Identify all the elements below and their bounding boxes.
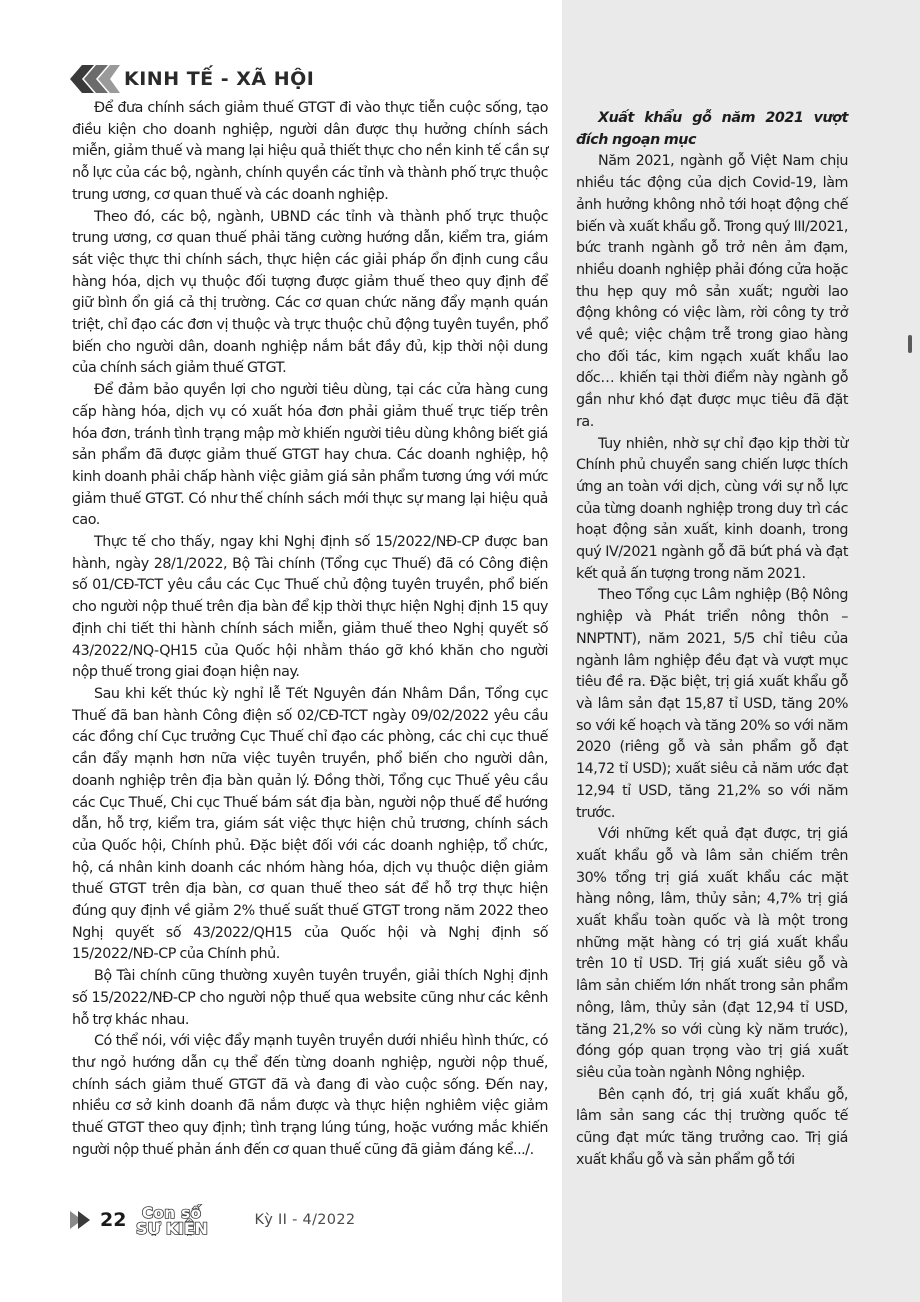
paragraph: Theo Tổng cục Lâm nghiệp (Bộ Nông nghiệp và Phát triển nông thôn – NNPTNT), năm 2021, 5/5 chỉ tiêu của ngành lâm nghiệp đều đạt và vượt mục tiêu đề ra. Đặc biệt, trị giá xuất khẩu gỗ và lâm sản đạt 15,87 tỉ USD, tăng 20% so với kế hoạch và tăng 20% so với năm 2020 (riêng gỗ và sản phẩm gỗ đạt 14,72 tỉ USD); xuất siêu cả năm ước đạt 12,94 tỉ USD, tăng 21,2% so với năm trước. xyxy=(576,587,848,821)
paragraph: Với những kết quả đạt được, trị giá xuất khẩu gỗ và lâm sản chiếm trên 30% tổng trị giá xuất khẩu các mặt hàng nông, lâm, thủy sản; 4,7% trị giá xuất khẩu toàn quốc và là một trong những mặt hàng có trị giá xuất khẩu trên 10 tỉ USD. Trị giá xuất siêu gỗ và lâm sản chiếm lớn nhất trong sản phẩm nông, lâm, thủy sản (đạt 12,94 tỉ USD, tăng 21,2% so với cùng kỳ năm trước), đóng góp quan trọng vào trị giá xuất siêu của toàn ngành Nông nghiệp. xyxy=(576,826,848,1081)
page-footer xyxy=(70,1205,355,1235)
paragraph: Thực tế cho thấy, ngay khi Nghị định số 15/2022/NĐ-CP được ban hành, ngày 28/1/2022, Bộ Tài chính (Tổng cục Thuế) đã có Công điện số 01/CĐ-TCT yêu cầu các Cục Thuế chủ động tuyên truyền, phổ biến cho người nộp thuế trên địa bàn để kịp thời thực hiện Nghị định 15 quy định chi tiết thi hành chính sách miễn, giảm thuế theo Nghị quyết số 43/2022/NQ-QH15 của Quốc hội nhằm tháo gỡ khó khăn cho người nộp thuế trong giai đoạn hiện nay. xyxy=(72,534,548,681)
play-arrow-icon xyxy=(70,1211,92,1229)
scrollbar-thumb[interactable] xyxy=(908,335,912,353)
double-chevron-icon xyxy=(70,64,120,94)
paragraph: Sau khi kết thúc kỳ nghỉ lễ Tết Nguyên đán Nhâm Dần, Tổng cục Thuế đã ban hành Công điện số 02/CĐ-TCT ngày 09/02/2022 yêu cầu các đồng chí Cục trưởng Cục Thuế chỉ đạo các phòng, các chi cục thuế cần đẩy mạnh hơn nữa việc tuyên truyền, phổ biến cho người dân, doanh nghiệp trên địa bàn quản lý. Đồng thời, Tổng cục Thuế yêu cầu các Cục Thuế, Chi cục Thuế bám sát địa bàn, người nộp thuế để hướng dẫn, hỗ trợ, kiểm tra, giám sát việc thực hiện chủ trương, chính sách của Quốc hội, Chính phủ. Đặc biệt đối với các doanh nghiệp, tổ chức, hộ, cá nhân kinh doanh các nhóm hàng hóa, dịch vụ thuộc diện giảm thuế GTGT trên địa bàn, cơ quan thuế theo sát để hỗ trợ thực hiện đúng quy định về giảm 2% thuế suất thuế GTGT trong năm 2022 theo Nghị quyết số 43/2022/QH15 của Quốc hội và Nghị định số 15/2022/NĐ-CP của Chính phủ. xyxy=(72,685,548,963)
section-title: KINH TẾ - XÃ HỘI xyxy=(124,68,315,90)
paragraph: Có thể nói, với việc đẩy mạnh tuyên truyền dưới nhiều hình thức, có thư ngỏ hướng dẫn cụ thể đến từng doanh nghiệp, người nộp thuế, chính sách giảm thuế GTGT đã và đang đi vào cuộc sống. Đến nay, nhiều cơ sở kinh doanh đã nắm được và thực hiện nghiêm việc giảm thuế GTGT theo quy định; tình trạng lúng túng, hoặc vướng mắc khiến người nộp thuế phản ánh đến cơ quan thuế cũng đã giảm đáng kể.../. xyxy=(72,1033,548,1158)
main-article-column xyxy=(72,98,548,1161)
paragraph: Để đưa chính sách giảm thuế GTGT đi vào thực tiễn cuộc sống, tạo điều kiện cho doanh nghiệp, người dân được thụ hưởng chính sách miễn, giảm thuế và mang lại hiệu quả thiết thực cho nền kinh tế cần sự nỗ lực của các bộ, ngành, chính quyền các tỉnh và thành phố trực thuộc trung ương, cơ quan thuế và các doanh nghiệp. xyxy=(72,100,548,203)
svg-text:Con số: Con số xyxy=(142,1204,202,1222)
section-header xyxy=(70,64,314,94)
paragraph: Năm 2021, ngành gỗ Việt Nam chịu nhiều tác động của dịch Covid-19, làm ảnh hưởng không nhỏ tới hoạt động chế biến và xuất khẩu gỗ. Trong quý III/2021, bức tranh ngành gỗ trở nên ảm đạm, nhiều doanh nghiệp phải đóng cửa hoặc thu hẹp quy mô sản xuất; người lao động không có việc làm, rời công ty trở về quê; việc chậm trễ trong giao hàng cho đối tác, kim ngạch xuất khẩu lao dốc… khiến tại thời điểm này ngành gỗ gần như khó đạt được mục tiêu đã đặt ra. xyxy=(576,153,848,430)
page-number: 22 xyxy=(100,1209,127,1231)
magazine-logo xyxy=(136,1204,248,1236)
sidebar-heading: Xuất khẩu gỗ năm 2021 vượt đích ngoạn mục xyxy=(576,110,848,148)
sidebar-article-column xyxy=(576,108,848,1171)
paragraph: Theo đó, các bộ, ngành, UBND các tỉnh và thành phố trực thuộc trung ương, cơ quan thuế phải tăng cường hướng dẫn, kiểm tra, giám sát việc thực thi chính sách, thực hiện các giải pháp ổn định cung cầu hàng hóa, dịch vụ thuộc đối tượng được giảm thuế theo quy định để giữ bình ổn giá cả thị trường. Các cơ quan chức năng đẩy mạnh quán triệt, chỉ đạo các đơn vị thuộc và trực thuộc chủ động tuyên tuyền, phổ biến cho người dân, doanh nghiệp nắm bắt đầy đủ, kịp thời nội dung của chính sách giảm thuế GTGT. xyxy=(72,208,548,377)
issue-label: Kỳ II - 4/2022 xyxy=(254,1212,356,1228)
paragraph: Tuy nhiên, nhờ sự chỉ đạo kịp thời từ Chính phủ chuyển sang chiến lược thích ứng an toàn với dịch, cùng với sự nỗ lực của từng doanh nghiệp trong duy trì các hoạt động sản xuất, kinh doanh, trong quý IV/2021 ngành gỗ đã bứt phá và đạt kết quả ấn tượng trong năm 2021. xyxy=(576,435,848,582)
paragraph: Để đảm bảo quyền lợi cho người tiêu dùng, tại các cửa hàng cung cấp hàng hóa, dịch vụ có xuất hóa đơn phải giảm thuế trực tiếp trên hóa đơn, tránh tình trạng mập mờ khiến người tiêu dùng không biết giá sản phẩm đã được giảm thuế GTGT hay chưa. Các doanh nghiệp, hộ kinh doanh phải chấp hành việc giảm giá sản phẩm tương ứng với mức giảm thuế GTGT. Có như thế chính sách mới thực sự mang lại hiệu quả cao. xyxy=(72,382,548,529)
svg-text:SỰ KIỆN: SỰ KIỆN xyxy=(136,1219,209,1236)
paragraph: Bộ Tài chính cũng thường xuyên tuyên truyền, giải thích Nghị định số 15/2022/NĐ-CP cho người nộp thuế qua website cũng như các kênh hỗ trợ khác nhau. xyxy=(72,968,548,1028)
paragraph: Bên cạnh đó, trị giá xuất khẩu gỗ, lâm sản sang các thị trường quốc tế cũng đạt mức tăng trưởng cao. Trị giá xuất khẩu gỗ và sản phẩm gỗ tới xyxy=(576,1086,848,1168)
